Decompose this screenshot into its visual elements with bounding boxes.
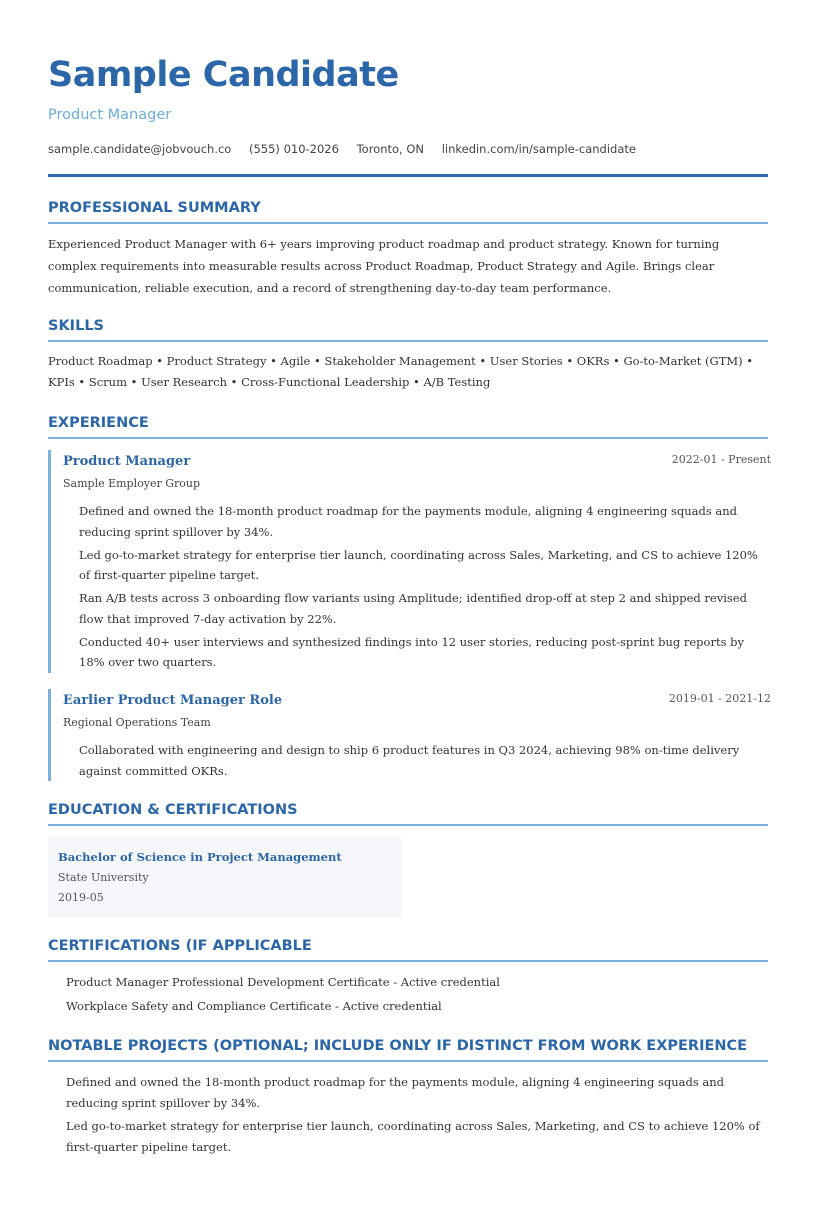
project-item: Defined and owned the 18-month product roadmap for the payments module, aligning 4 engineering squads and reducing sprint spillover by 34%. (66, 1075, 725, 1110)
job-title: Earlier Product Manager Role (63, 693, 283, 708)
contact-linkedin[interactable]: linkedin.com/in/sample-candidate (441, 142, 636, 156)
summary-text: Experienced Product Manager with 6+ years improving product roadmap and product strategy. Known for turning complex requirements into measurable results across Product Roadmap, Product Strategy and Agile. Brings clear communication, reliable execution, and a record of strengthening day-to-day team performance. (48, 237, 720, 295)
job-bullet: Conducted 40+ user interviews and synthesized findings into 12 user stories, reducing post-sprint bug reports by 18% over two quarters. (79, 634, 745, 669)
experience-entry (48, 689, 771, 781)
job-bullets (79, 740, 769, 784)
job-company: Regional Operations Team (63, 716, 211, 729)
projects-list (66, 1072, 766, 1160)
skills-text: Product Roadmap • Product Strategy • Agile • Stakeholder Management • User Stories • OKRs • Go-to-Market (GTM) • KPIs • Scrum • User Research • Cross-Functional Leadership • A/B Testing (48, 354, 754, 389)
certifications-list (66, 972, 766, 1019)
job-dates: 2019-01 - 2021-12 (668, 692, 771, 705)
section-heading-certifications: CERTIFICATIONS (IF APPLICABLE (48, 938, 312, 954)
section-education (48, 802, 768, 826)
job-bullets (79, 501, 769, 675)
contact-phone[interactable]: (555) 010-2026 (249, 142, 339, 156)
section-summary (48, 200, 768, 224)
project-item: Led go-to-market strategy for enterprise tier launch, coordinating across Sales, Marketing, and CS to achieve 120% of first-quarter pipeline target. (66, 1119, 760, 1154)
certification-item: Workplace Safety and Compliance Certificate - Active credential (66, 998, 442, 1013)
job-bullet: Defined and owned the 18-month product roadmap for the payments module, aligning 4 engineering squads and reducing sprint spillover by 34%. (79, 504, 738, 539)
section-certifications (48, 938, 768, 962)
section-projects (48, 1038, 768, 1062)
education-card (48, 837, 402, 917)
contact-line (48, 142, 650, 156)
section-heading-summary: PROFESSIONAL SUMMARY (48, 200, 261, 216)
section-heading-skills: SKILLS (48, 318, 104, 334)
experience-entry (48, 450, 771, 673)
job-bullet: Collaborated with engineering and design to ship 6 product features in Q3 2024, achieving 98% on-time delivery against committed OKRs. (79, 743, 740, 778)
section-heading-projects: NOTABLE PROJECTS (OPTIONAL; INCLUDE ONLY IF DISTINCT FROM WORK EXPERIENCE (48, 1038, 748, 1054)
section-heading-education: EDUCATION & CERTIFICATIONS (48, 802, 298, 818)
education-degree: Bachelor of Science in Project Management (58, 850, 342, 864)
section-experience (48, 415, 768, 439)
education-school: State University (58, 871, 149, 884)
job-dates: 2022-01 - Present (671, 453, 771, 466)
certification-item: Product Manager Professional Development Certificate - Active credential (66, 975, 500, 989)
section-heading-experience: EXPERIENCE (48, 415, 149, 431)
job-company: Sample Employer Group (63, 477, 201, 490)
job-title: Product Manager (63, 454, 191, 469)
contact-email[interactable]: sample.candidate@jobvouch.co (48, 142, 232, 156)
education-date: 2019-05 (58, 891, 104, 904)
section-skills (48, 318, 768, 342)
candidate-name: Sample Candidate (48, 55, 399, 95)
job-bullet: Led go-to-market strategy for enterprise tier launch, coordinating across Sales, Marketing, and CS to achieve 120% of first-quarter pipeline target. (79, 547, 758, 582)
header-divider (48, 174, 768, 177)
candidate-title: Product Manager (48, 107, 172, 123)
job-bullet: Ran A/B tests across 3 onboarding flow variants using Amplitude; identified drop-off at step 2 and shipped revised flow that improved 7-day activation by 22%. (79, 591, 747, 626)
contact-location: Toronto, ON (356, 142, 425, 156)
